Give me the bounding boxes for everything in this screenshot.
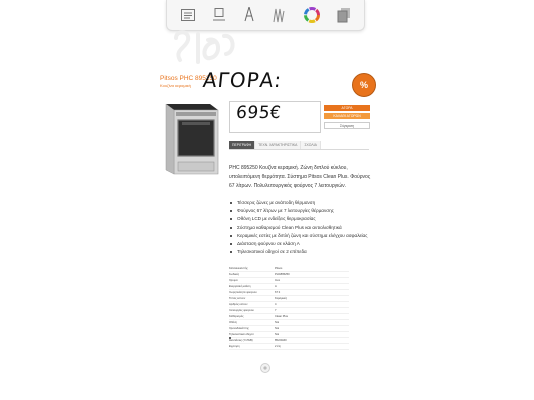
handwritten-note: ΑΓΟΡΑ:: [201, 68, 284, 92]
spec-value: Pitsos: [275, 266, 349, 272]
product-tabs: [229, 141, 321, 149]
color-wheel-icon[interactable]: [303, 6, 321, 24]
spec-key: Χρώμα: [229, 278, 275, 284]
badge-text: %: [359, 80, 368, 90]
feature-item: Οθόνη LCD με ενδείξεις θερμοκρασίας: [229, 215, 373, 223]
spec-key: Οθόνη: [229, 320, 275, 326]
spec-value: Inox: [275, 278, 349, 284]
tab-divider: [229, 149, 369, 150]
spec-key: Καθαρισμός: [229, 314, 275, 320]
spec-key: Τηλεσκοπικοί οδηγοί: [229, 332, 275, 338]
product-image-stove[interactable]: [160, 100, 224, 178]
feature-item: Τηλεσκοπικοί οδηγοί σε 2 επίπεδα: [229, 248, 373, 256]
add-to-basket-button[interactable]: ΚΑΛΑΘΙ ΑΓΟΡΩΝ: [324, 113, 370, 119]
spec-key: Κωδικός: [229, 272, 275, 278]
spec-value: Ναι: [275, 332, 349, 338]
spec-value: 2 έτη: [275, 344, 349, 350]
product-description: PHC 895250 Κουζίνα κεραμική. Ζώνη διπλού κύκλου, υπολειπόμενη θερμότητα. Σύστημα Pitsos Clean Plus. Φούρνος 67 λίτρων. Πολυλειτουργικός φούρνος 7 λειτουργιών.: [229, 165, 371, 189]
feature-item: Φούρνος 67 λίτρων με 7 λειτουργίες θέρμανσης: [229, 207, 373, 215]
buy-button[interactable]: ΑΓΟΡΑ: [324, 105, 370, 111]
spec-key: Διαστάσεις (ΥxΠxΒ): [229, 338, 275, 344]
feature-item: Κεραμικές εστίες με διπλή ζώνη και σύστημα ελέγχου ασφαλείας: [229, 232, 373, 240]
spec-value: 4: [275, 302, 349, 308]
table-row: [229, 344, 349, 350]
offer-badge: [352, 73, 376, 97]
spec-key: Αριθμός εστιών: [229, 302, 275, 308]
spec-value: A: [275, 284, 349, 290]
feature-item: Διάσταση φούρνου σε κλάση Α: [229, 240, 373, 248]
spec-key: Τύπος εστιών: [229, 296, 275, 302]
spec-key: Χωρητικότητα φούρνου: [229, 290, 275, 296]
page-indicator-icon[interactable]: [259, 362, 271, 374]
product-title: Pitsos PHC 895250: [160, 75, 217, 82]
handwritten-price: 695€: [235, 103, 283, 123]
watermark-scribble: [168, 22, 243, 72]
tab-description[interactable]: ΠΕΡΙΓΡΑΦΗ: [229, 141, 255, 149]
feature-item: Τέσσερις ζώνες με ανάποδη θέρμανση: [229, 199, 373, 207]
spec-value: Κεραμικές: [275, 296, 349, 302]
spec-key: Χρονοδιακόπτης: [229, 326, 275, 332]
product-subtitle: Κουζίνα κεραμική: [160, 83, 191, 88]
compare-button[interactable]: Σύγκριση: [324, 122, 370, 129]
spec-value: 85x60x60: [275, 338, 349, 344]
feature-item: Σύστημα καθαρισμού Clean Plus και αντιολισθητικά: [229, 224, 373, 232]
spec-value: Clean Plus: [275, 314, 349, 320]
layers-icon[interactable]: [335, 6, 353, 24]
spec-table: [229, 266, 349, 350]
spec-value: 67 lt: [275, 290, 349, 296]
spec-value: Ναι: [275, 320, 349, 326]
pencils-icon[interactable]: [270, 6, 288, 24]
spec-value: Ναι: [275, 326, 349, 332]
spec-key: Ενεργειακή κλάση: [229, 284, 275, 290]
spec-key: Κατασκευαστής: [229, 266, 275, 272]
spec-key: Εγγύηση: [229, 344, 275, 350]
list-bullet: [229, 337, 231, 339]
feature-list: [229, 199, 373, 256]
spec-value: 7: [275, 308, 349, 314]
tab-specifications[interactable]: ΤΕΧΝ. ΧΑΡΑΚΤΗΡΙΣΤΙΚΑ: [255, 141, 301, 149]
tab-comments[interactable]: ΣΧΟΛΙΑ: [301, 141, 320, 149]
spec-key: Λειτουργίες φούρνου: [229, 308, 275, 314]
spec-value: PHC895250: [275, 272, 349, 278]
